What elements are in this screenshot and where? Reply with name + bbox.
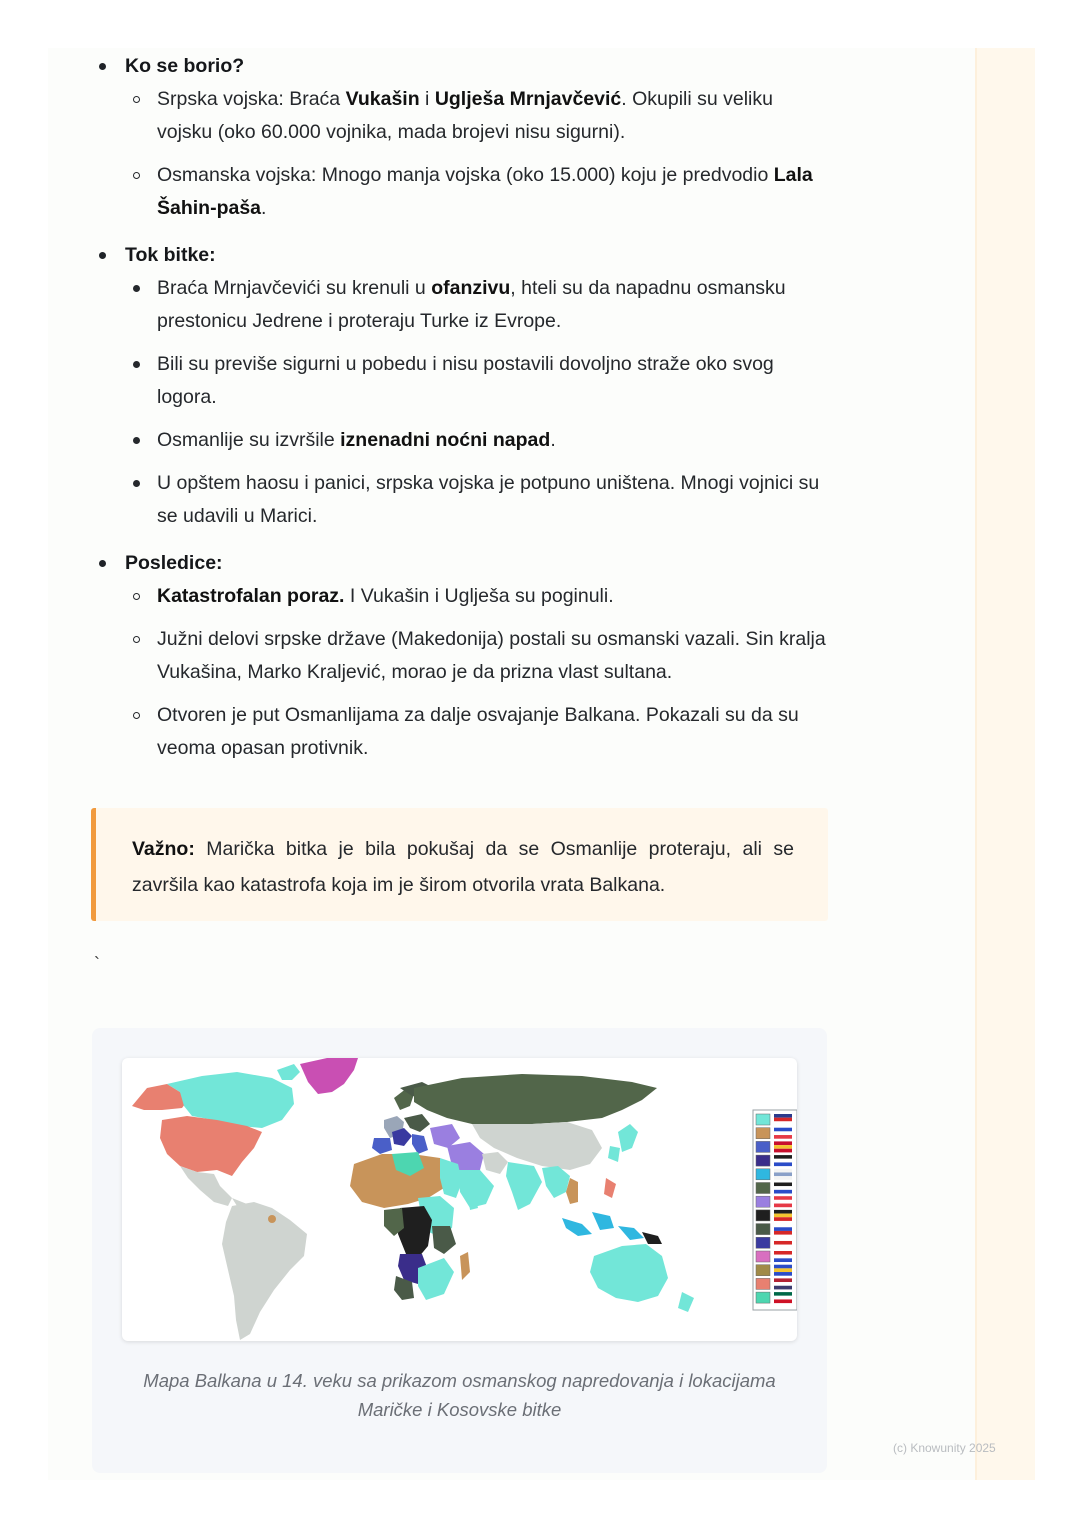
section-combatants bbox=[96, 50, 831, 225]
legend-flag-icon bbox=[774, 1169, 792, 1173]
legend-flag-icon bbox=[774, 1241, 792, 1245]
legend-flag-icon bbox=[774, 1217, 792, 1221]
legend-flag-icon bbox=[774, 1210, 792, 1214]
section-heading: Tok bitke: bbox=[96, 239, 831, 272]
important-callout bbox=[91, 808, 828, 921]
list-item: Otvoren je put Osmanlijama za dalje osvajanje Balkana. Pokazali su da su veoma opasan protivnik. bbox=[96, 699, 831, 765]
legend-swatch bbox=[756, 1128, 770, 1139]
list-item: Bili su previše sigurni u pobedu i nisu postavili dovoljno straže oko svog logora. bbox=[96, 348, 831, 414]
legend-flag-icon bbox=[774, 1245, 792, 1249]
legend-swatch bbox=[756, 1292, 770, 1303]
legend-flag-icon bbox=[774, 1251, 792, 1255]
section-heading: Ko se borio? bbox=[96, 50, 831, 83]
legend-flag-icon bbox=[774, 1282, 792, 1286]
section-heading: Posledice: bbox=[96, 547, 831, 580]
legend-flag-icon bbox=[774, 1190, 792, 1194]
list-item: Osmanlije su izvršile iznenadni noćni napad. bbox=[96, 424, 831, 457]
legend-flag-icon bbox=[774, 1224, 792, 1228]
legend-flag-icon bbox=[774, 1155, 792, 1159]
legend-flag-icon bbox=[774, 1204, 792, 1208]
legend-swatch bbox=[756, 1141, 770, 1152]
legend-swatch bbox=[756, 1251, 770, 1262]
page-side-strip bbox=[975, 48, 1035, 1480]
legend-flag-icon bbox=[774, 1186, 792, 1190]
document-body bbox=[96, 50, 831, 779]
legend-swatch bbox=[756, 1210, 770, 1221]
legend-flag-icon bbox=[774, 1196, 792, 1200]
legend-swatch bbox=[756, 1224, 770, 1235]
legend-flag-icon bbox=[774, 1135, 792, 1139]
legend-flag-icon bbox=[774, 1286, 792, 1290]
legend-swatch bbox=[756, 1196, 770, 1207]
legend-flag-icon bbox=[774, 1149, 792, 1153]
world-map-image bbox=[122, 1058, 797, 1341]
legend-flag-icon bbox=[774, 1121, 792, 1125]
legend-flag-icon bbox=[774, 1227, 792, 1231]
legend-swatch bbox=[756, 1114, 770, 1125]
legend-swatch bbox=[756, 1278, 770, 1289]
list-item: Katastrofalan poraz. I Vukašin i Uglješa su poginuli. bbox=[96, 580, 831, 613]
world-map-illustration bbox=[122, 1058, 797, 1341]
legend-flag-icon bbox=[774, 1268, 792, 1272]
list-item: Osmanska vojska: Mnogo manja vojska (oko 15.000) koju je predvodio Lala Šahin-paša. bbox=[96, 159, 831, 225]
list-item: U opštem haosu i panici, srpska vojska je potpuno uništena. Mnogi vojnici su se udavili u Marici. bbox=[96, 467, 831, 533]
copyright-footer: (c) Knowunity 2025 bbox=[893, 1441, 996, 1455]
list-item: Južni delovi srpske države (Makedonija) postali su osmanski vazali. Sin kralja Vukašina, Marko Kraljević, morao je da prizna vlast sultana. bbox=[96, 623, 831, 689]
legend-flag-icon bbox=[774, 1299, 792, 1303]
section-battle-course bbox=[96, 239, 831, 533]
legend-swatch bbox=[756, 1237, 770, 1248]
list-item: Braća Mrnjavčevići su krenuli u ofanzivu, hteli su da napadnu osmansku prestonicu Jedrene i proteraju Turke iz Evrope. bbox=[96, 272, 831, 338]
legend-flag-icon bbox=[774, 1231, 792, 1235]
legend-flag-icon bbox=[774, 1292, 792, 1296]
legend-flag-icon bbox=[774, 1214, 792, 1218]
legend-flag-icon bbox=[774, 1131, 792, 1135]
callout-text: Marička bitka je bila pokušaj da se Osmanlije proteraju, ali se završila kao katastrofa koja im je širom otvorila vrata Balkana. bbox=[132, 838, 794, 896]
map-figure bbox=[92, 1028, 827, 1473]
legend-flag-icon bbox=[774, 1255, 792, 1259]
legend-flag-icon bbox=[774, 1172, 792, 1176]
stray-mark: ` bbox=[94, 954, 100, 974]
legend-flag-icon bbox=[774, 1159, 792, 1163]
legend-flag-icon bbox=[774, 1278, 792, 1282]
legend-swatch bbox=[756, 1155, 770, 1166]
legend-flag-icon bbox=[774, 1176, 792, 1180]
legend-flag-icon bbox=[774, 1296, 792, 1300]
legend-flag-icon bbox=[774, 1258, 792, 1262]
list-item: Srpska vojska: Braća Vukašin i Uglješa Mrnjavčević. Okupili su veliku vojsku (oko 60.000 vojnika, mada brojevi nisu sigurni). bbox=[96, 83, 831, 149]
figure-caption: Mapa Balkana u 14. veku sa prikazom osmanskog napredovanja i lokacijama Maričke i Kosovske bitke bbox=[143, 1370, 776, 1420]
callout-label: Važno: bbox=[132, 838, 195, 860]
legend-flag-icon bbox=[774, 1118, 792, 1122]
legend-swatch bbox=[756, 1169, 770, 1180]
legend-flag-icon bbox=[774, 1265, 792, 1269]
legend-flag-icon bbox=[774, 1145, 792, 1149]
section-consequences bbox=[96, 547, 831, 765]
legend-flag-icon bbox=[774, 1114, 792, 1118]
legend-flag-icon bbox=[774, 1200, 792, 1204]
legend-flag-icon bbox=[774, 1162, 792, 1166]
legend-flag-icon bbox=[774, 1183, 792, 1187]
legend-flag-icon bbox=[774, 1141, 792, 1145]
legend-swatch bbox=[756, 1265, 770, 1276]
legend-flag-icon bbox=[774, 1237, 792, 1241]
legend-swatch bbox=[756, 1183, 770, 1194]
legend-flag-icon bbox=[774, 1128, 792, 1132]
legend-flag-icon bbox=[774, 1272, 792, 1276]
